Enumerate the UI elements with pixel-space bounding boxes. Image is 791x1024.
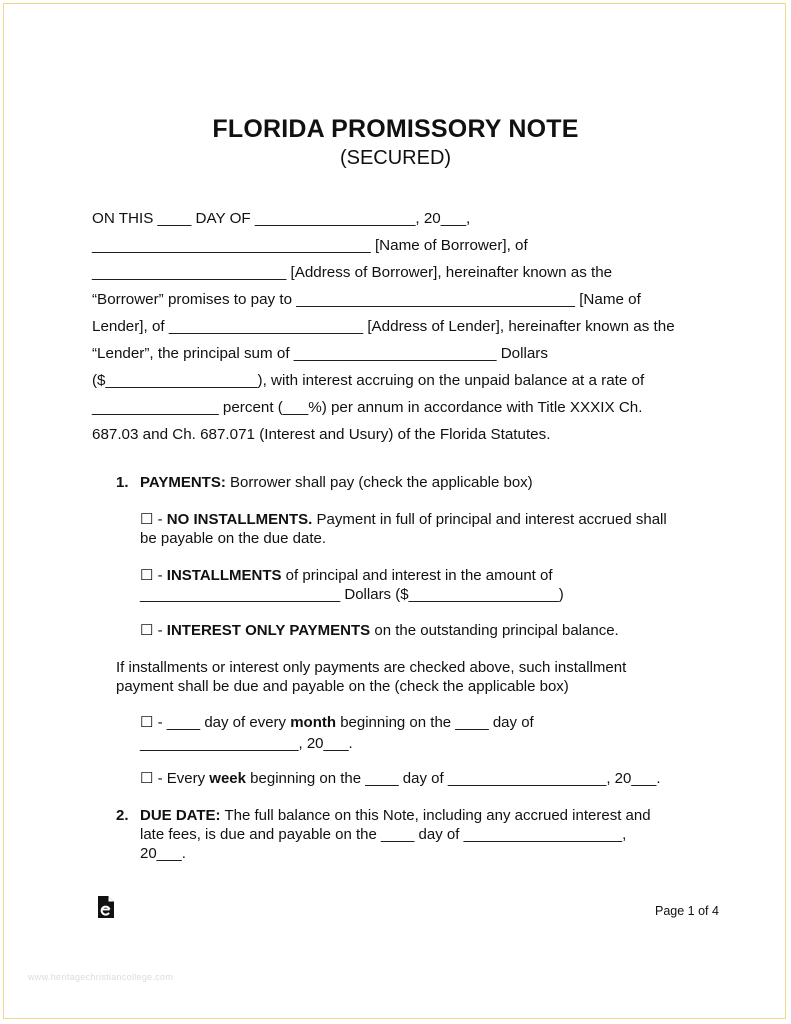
option-installments — [140, 567, 553, 586]
intro-line: “Lender”, the principal sum of ________________________ Dollars — [92, 345, 548, 362]
intro-line: _______________________ [Address of Borrower], hereinafter known as the — [92, 264, 613, 281]
interest-only-text: on the outstanding principal balance. — [370, 622, 619, 639]
no-installments-text-2: be payable on the due date. — [140, 530, 326, 547]
intro-line: _______________ percent (___%) per annum in accordance with Title XXXIX Ch. — [92, 399, 643, 416]
watermark: www.heritagechristiancollege.com — [28, 972, 174, 982]
option-dash: - — [153, 511, 167, 528]
section-2-text: The full balance on this Note, including any accrued interest and — [220, 807, 651, 824]
section-2-text-3: 20___. — [140, 845, 186, 862]
document-subtitle: (SECURED) — [339, 147, 452, 169]
intro-line: _________________________________ [Name of Borrower], of — [92, 237, 528, 254]
checkbox-weekly[interactable]: ☐ — [140, 770, 154, 787]
monthly-text-post: beginning on the ____ day of — [336, 714, 534, 731]
intro-line: “Borrower” promises to pay to _________________________________ [Name of — [92, 291, 641, 308]
option-dash: - — [153, 567, 167, 584]
monthly-bold: month — [290, 714, 337, 731]
section-1-heading: PAYMENTS: — [140, 474, 226, 491]
checkbox-interest-only[interactable]: ☐ — [140, 622, 154, 639]
checkbox-monthly[interactable]: ☐ — [140, 714, 154, 731]
schedule-intro-line-2: payment shall be due and payable on the (check the applicable box) — [116, 678, 569, 695]
installments-label: INSTALLMENTS — [166, 567, 282, 584]
monthly-date-line: ___________________, 20___. — [140, 735, 353, 752]
schedule-intro-line-1: If installments or interest only payments are checked above, such installment — [116, 659, 627, 676]
weekly-text-pre: - Every — [153, 770, 210, 787]
option-monthly — [140, 714, 534, 733]
document-title: FLORIDA PROMISSORY NOTE — [212, 115, 579, 143]
monthly-text-pre: - ____ day of every — [153, 714, 291, 731]
intro-line: ($__________________), with interest accruing on the unpaid balance at a rate of — [92, 372, 645, 389]
checkbox-no-installments[interactable]: ☐ — [140, 511, 154, 528]
eforms-logo-icon — [96, 894, 116, 920]
installments-text: of principal and interest in the amount of — [281, 567, 553, 584]
section-2-heading-line — [140, 807, 651, 826]
section-2-text-2: late fees, is due and payable on the ____ day of ___________________, — [140, 826, 627, 843]
interest-only-label: INTEREST ONLY PAYMENTS — [166, 622, 371, 639]
intro-line: Lender], of _______________________ [Address of Lender], hereinafter known as the — [92, 318, 675, 335]
section-2-heading: DUE DATE: — [140, 807, 221, 824]
weekly-text-post: beginning on the ____ day of ___________________, 20___. — [246, 770, 661, 787]
option-no-installments — [140, 511, 667, 530]
section-1-heading-line — [140, 474, 533, 493]
option-weekly — [140, 770, 661, 789]
section-1-text: Borrower shall pay (check the applicable box) — [225, 474, 533, 491]
checkbox-installments[interactable]: ☐ — [140, 567, 154, 584]
option-interest-only — [140, 622, 619, 641]
installments-amount-line: ________________________ Dollars ($__________________) — [140, 586, 564, 603]
no-installments-label: NO INSTALLMENTS. — [166, 511, 313, 528]
page-number: Page 1 of 4 — [655, 904, 719, 918]
intro-paragraph — [92, 205, 712, 448]
option-dash: - — [153, 622, 167, 639]
weekly-bold: week — [209, 770, 246, 787]
no-installments-text: Payment in full of principal and interest accrued shall — [312, 511, 667, 528]
intro-line: ON THIS ____ DAY OF ___________________, 20___, — [92, 210, 471, 227]
intro-line: 687.03 and Ch. 687.071 (Interest and Usury) of the Florida Statutes. — [92, 426, 551, 443]
section-1-number: 1. — [116, 474, 129, 491]
section-2-number: 2. — [116, 807, 129, 824]
